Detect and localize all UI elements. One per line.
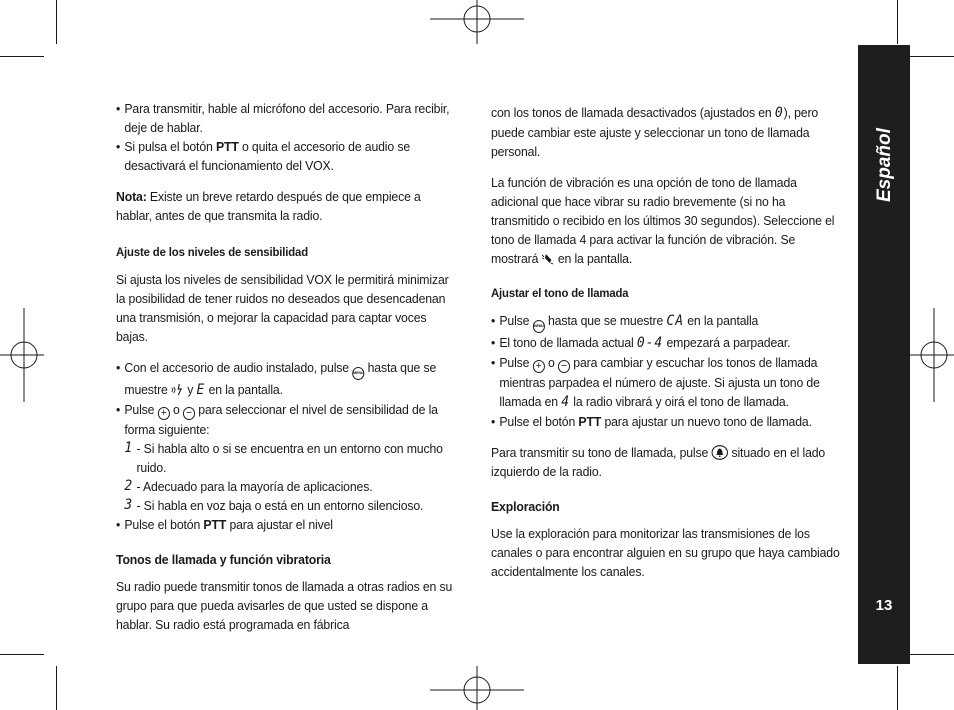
level-number: 1 <box>124 439 133 456</box>
language-tab <box>858 45 910 664</box>
segment-display-range: 0-4 <box>636 334 664 351</box>
note-label: Nota: <box>116 189 147 204</box>
page-number: 13 <box>875 597 893 614</box>
ptt-label: PTT <box>215 139 239 154</box>
scan-paragraph: Use la exploración para monitorizar las transmisiones de los canales o para encontrar alguien en su grupo que haya cambiado accidentalmente los canales. <box>491 525 840 579</box>
list-item: • Pulse MENU hasta que se muestre CA en la pantalla <box>491 311 840 333</box>
section-heading: Ajustar el tono de llamada <box>491 286 629 300</box>
level-number: 3 <box>124 496 133 513</box>
segment-display-zero: 0 <box>774 105 784 121</box>
crop-mark <box>0 654 44 655</box>
crop-mark <box>897 0 898 44</box>
segment-display-e: E <box>196 381 206 398</box>
list-item: • Pulse + o − para seleccionar el nivel de sensibilidad de la forma siguiente: <box>116 400 457 439</box>
list-item: • Pulse + o − para cambiar y escuchar los tonos de llamada mientras parpadea el número de ajuste. Si ajusta un tono de llamada en 4 la radio vibrará y oirá el tono de llamada. <box>491 353 840 412</box>
list-item: • Con el accesorio de audio instalado, pulse MENU hasta que se muestre y E en la pantalla. <box>116 358 457 400</box>
minus-button-icon: − <box>558 360 570 373</box>
vibrate-paragraph: La función de vibración es una opción de tono de llamada adicional que hace vibrar su radio brevemente (si no ha transmitido o recibido en los últimos 30 segundos). Seleccione el tono de llamada 4 para activar la función de vibración. Se mostrará en la pantalla. <box>491 175 835 266</box>
minus-button-icon: − <box>183 407 195 420</box>
adjust-bullets <box>491 311 840 431</box>
call-tone-button-icon <box>711 445 728 460</box>
menu-button-icon: MENU <box>352 367 364 380</box>
sensitivity-paragraph: Si ajusta los niveles de sensibilidad VOX le permitirá minimizar la posibilidad de tener ruidos no deseados que desencadenan una transmisión, o mejorar la capacidad para captar voces bajas. <box>116 272 449 344</box>
segment-display-four: 4 <box>561 393 571 410</box>
transmit-bullets <box>116 99 457 175</box>
list-item: • El tono de llamada actual 0-4 empezará a parpadear. <box>491 333 840 353</box>
list-item: • Pulse el botón PTT para ajustar el nivel <box>116 515 457 534</box>
menu-button-icon: MENU <box>533 320 545 333</box>
transmit-tone-paragraph: Para transmitir su tono de llamada, pulse situado en el lado izquierdo de la radio. <box>491 444 826 479</box>
list-item: • Si pulsa el botón PTT o quita el accesorio de audio se desactivará el funcionamiento del VOX. <box>116 137 457 175</box>
ptt-label: PTT <box>203 516 227 532</box>
crop-mark <box>56 666 57 710</box>
registration-mark-right <box>910 308 954 402</box>
tones-paragraph: Su radio puede transmitir tonos de llamada a otras radios en su grupo para que pueda avisarles de que usted se dispone a hablar. Su radio está programada en fábrica <box>116 578 453 632</box>
list-item: 2 - Adecuado para la mayoría de aplicaciones. <box>124 477 373 494</box>
list-item: 3 - Si habla en voz baja o está en un entorno silencioso. <box>124 496 424 513</box>
segment-display-ca: CA <box>666 313 684 329</box>
registration-mark-top <box>430 0 524 44</box>
crop-mark <box>910 654 954 655</box>
section-heading: Ajuste de los niveles de sensibilidad <box>116 245 309 259</box>
registration-mark-left <box>0 308 44 402</box>
vibrate-display-icon <box>542 252 555 265</box>
plus-button-icon: + <box>158 407 170 420</box>
crop-mark <box>56 0 57 44</box>
list-item: 1 - Si habla alto o si se encuentra en un entorno con mucho ruido. <box>124 439 443 475</box>
crop-mark <box>897 666 898 710</box>
ptt-label: PTT <box>578 413 602 429</box>
list-item: • Para transmitir, hable al micrófono del accesorio. Para recibir, deje de hablar. <box>116 99 457 137</box>
list-item: • Pulse el botón PTT para ajustar un nuevo tono de llamada. <box>491 412 840 431</box>
language-tab-label: Español <box>874 128 895 202</box>
note: Nota: Existe un breve retardo después de que empiece a hablar, antes de que transmita la radio. <box>116 189 421 223</box>
crop-mark <box>910 56 954 57</box>
tones-continued-paragraph: con los tonos de llamada desactivados (ajustados en 0), pero puede cambiar este ajuste y seleccionar un tono de llamada personal. <box>491 105 819 159</box>
plus-button-icon: + <box>533 360 545 373</box>
crop-mark <box>0 56 44 57</box>
left-column <box>116 99 457 646</box>
right-column <box>491 103 840 593</box>
sensitivity-bullets <box>116 358 457 534</box>
level-number: 2 <box>124 477 133 494</box>
section-heading: Exploración <box>491 498 560 514</box>
registration-mark-bottom <box>430 666 524 710</box>
section-heading: Tonos de llamada y función vibratoria <box>116 551 331 567</box>
vox-display-icon <box>171 383 184 396</box>
